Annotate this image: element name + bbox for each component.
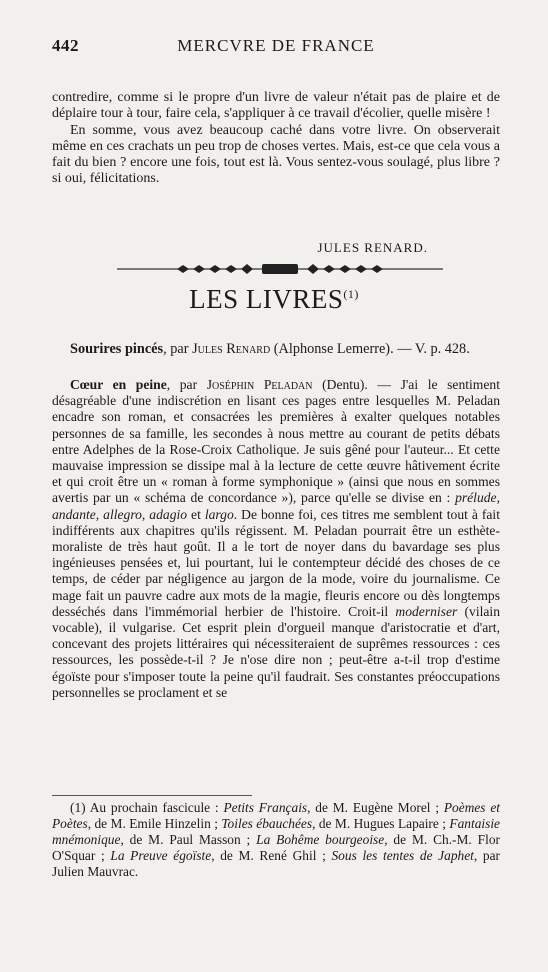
closing-paragraph-2: En somme, vous avez beaucoup caché dans votre livre. On observerait même en ces crachats un peu trop de choses vertes. Mais, est-ce que cela vous a fait du bien ? encore une fois, tout est là. Vous sentez-vous soulagé, plus libre ? si oui, félicitations. <box>52 122 500 187</box>
signature <box>317 239 428 257</box>
page-number: 442 <box>52 36 79 55</box>
running-header <box>52 36 500 60</box>
review-coeur-en-peine: Cœur en peine, par Joséphin Peladan (Dentu). — J'ai le sentiment désagréable d'une indiscrétion en lisant ces pages entre lesquelles M. Peladan encadre son roman, et consacrées les premières à exalter quelques notables personnes de sa famille, les secondes à nous mettre au courant de petits débats entre Adelphes de la Rose-Croix Catholique. Je suis gêné pour l'auteur... Et cette mauvaise impression se dissipe mal à la lecture de cette œuvre hâtivement écrite et qui croit être un « roman à forme symphonique » (ainsi que nous en sommes avertis par un « schéma de concordance »), parce qu'elle se divise en : prélude, andante, allegro, adagio et largo. De bonne foi, ces titres me semblent tout à fait indifférents aux chapitres qu'ils régissent. M. Peladan pourrait être un esthète-moraliste de très haut goût. Il a le tort de noyer dans du bavardage ses plus ingénieuses pensées et, lui pourtant, lui le contempteur décidé des choses de ce temps, de céder par négligence au jargon de la mode, voire du journalisme. Ce mage fait un pauvre cadre aux mots de la magie, fleuris encore ou dès longtemps desséchés dans l'immémorial herbier de l'histoire. Croit-il moderniser (vilain vocable), il vulgarise. Cet esprit plein d'orgueil manque d'aristocratie et d'art, concevant des projets littéraires qui nécessiteraient de suprêmes ressources : ces ressources, les possède-t-il ? Je n'ose dire non ; peut-être a-t-il trop d'estime égoïste pour s'imposer toute la peine qu'il faudrait. Ses constantes préoccupations personnelles se proclament et se <box>52 377 501 700</box>
review-sourires-pinces: Sourires pincés, par Jules Renard (Alphonse Lemerre). — V. p. 428. <box>70 341 470 357</box>
closing-paragraph-1: contredire, comme si le propre d'un livre de valeur n'était pas de plaire et de déplaire tour à tour, faire cela, s'appliquer à ce travail d'écolier, quelle misère ! <box>52 90 500 122</box>
review-title: Sourires pincés <box>70 341 164 357</box>
review-author: Joséphin Peladan <box>206 377 313 392</box>
review-title: Cœur en peine <box>70 377 167 392</box>
footnote-divider <box>52 795 252 796</box>
ornamental-rule <box>117 262 443 276</box>
closing-paragraphs <box>52 90 500 188</box>
signature-text: JULES RENARD. <box>317 240 428 255</box>
review-author: Jules Renard <box>192 341 271 357</box>
running-title: MERCVRE DE FRANCE <box>177 36 375 55</box>
section-title: LES LIVRES$^{(1)}$ <box>189 284 359 314</box>
footnote: (1) Au prochain fascicule : Petits Français, de M. Eugène Morel ; Poèmes et Poètes, de M. Emile Hinzelin ; Toiles ébauchées, de M. Hugues Lapaire ; Fantaisie mnémonique, de M. Paul Masson ; La Bohême bourgeoise, de M. Ch.-M. Flor O'Squar ; La Preuve égoïste, de M. René Ghil ; Sous les tentes de Japhet, par Julien Mauvrac. <box>52 800 501 879</box>
footnote-marker: (1) <box>343 287 359 301</box>
